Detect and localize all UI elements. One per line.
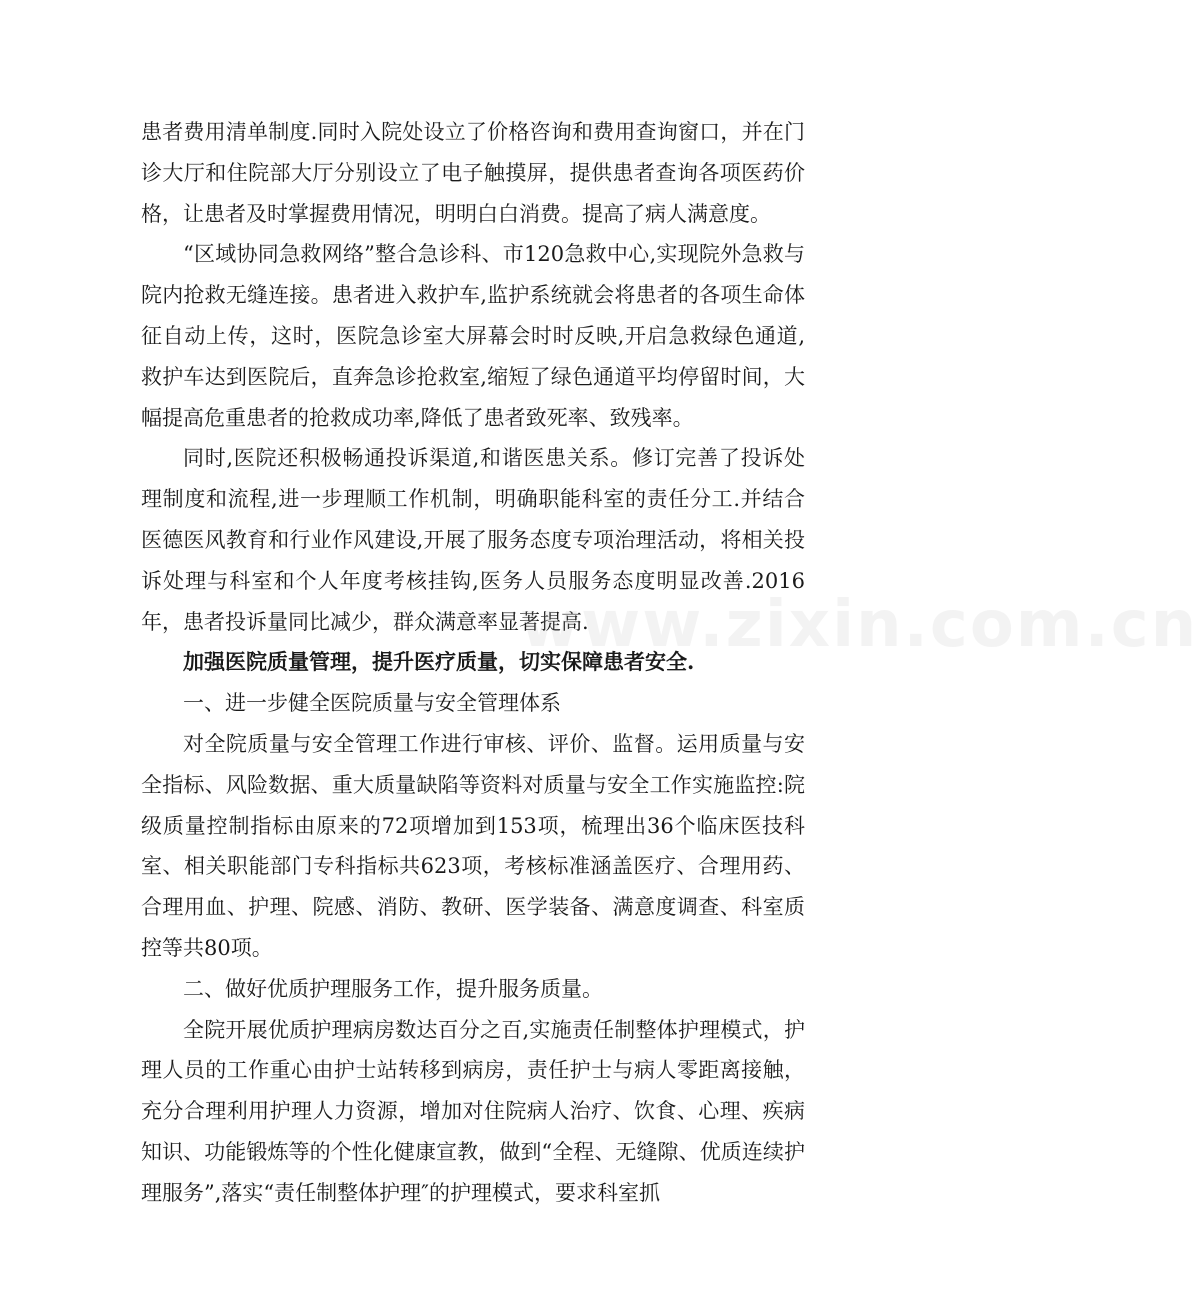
document-body	[141, 112, 805, 1214]
paragraph-billing: 患者费用清单制度.同时入院处设立了价格咨询和费用查询窗口，并在门诊大厅和住院部大厅分别设立了电子触摸屏，提供患者查询各项医药价格，让患者及时掌握费用情况，明明白白消费。提高了病人满意度。	[141, 120, 805, 226]
watermark: www.zixin.com.cn	[520, 588, 1198, 662]
subheading-nursing-service: 二、做好优质护理服务工作，提升服务质量。	[183, 976, 603, 1001]
subheading-safety-system: 一、进一步健全医院质量与安全管理体系	[183, 691, 561, 716]
paragraph-complaints: 同时,医院还积极畅通投诉渠道,和谐医患关系。修订完善了投诉处理制度和流程,进一步理顺工作机制，明确职能科室的责任分工.并结合医德医风教育和行业作风建设,开展了服务态度专项治理活动，将相关投诉处理与科室和个人年度考核挂钩,医务人员服务态度明显改善.2016年，患者投诉量同比减少，群众满意率显著提高.	[141, 446, 805, 634]
section-heading-quality: 加强医院质量管理，提升医疗质量，切实保障患者安全.	[183, 649, 695, 675]
paragraph-quality-indicators: 对全院质量与安全管理工作进行审核、评价、监督。运用质量与安全指标、风险数据、重大质量缺陷等资料对质量与安全工作实施监控:院级质量控制指标由原来的72项增加到153项，梳理出36个临床医技科室、相关职能部门专科指标共623项，考核标准涵盖医疗、合理用药、合理用血、护理、院感、消防、教研、医学装备、满意度调查、科室质控等共80项。	[141, 731, 805, 960]
paragraph-nursing-model: 全院开展优质护理病房数达百分之百,实施责任制整体护理模式，护理人员的工作重心由护士站转移到病房，责任护士与病人零距离接触，充分合理利用护理人力资源，增加对住院病人治疗、饮食、心理、疾病知识、功能锻炼等的个性化健康宣教，做到“全程、无缝隙、优质连续护理服务”,落实“责任制整体护理″的护理模式，要求科室抓	[141, 1017, 805, 1205]
paragraph-emergency-network: “区域协同急救网络”整合急诊科、市120急救中心,实现院外急救与院内抢救无缝连接。患者进入救护车,监护系统就会将患者的各项生命体征自动上传，这时，医院急诊室大屏幕会时时反映,开启急救绿色通道,救护车达到医院后，直奔急诊抢救室,缩短了绿色通道平均停留时间，大幅提高危重患者的抢救成功率,降低了患者致死率、致残率。	[141, 242, 805, 430]
